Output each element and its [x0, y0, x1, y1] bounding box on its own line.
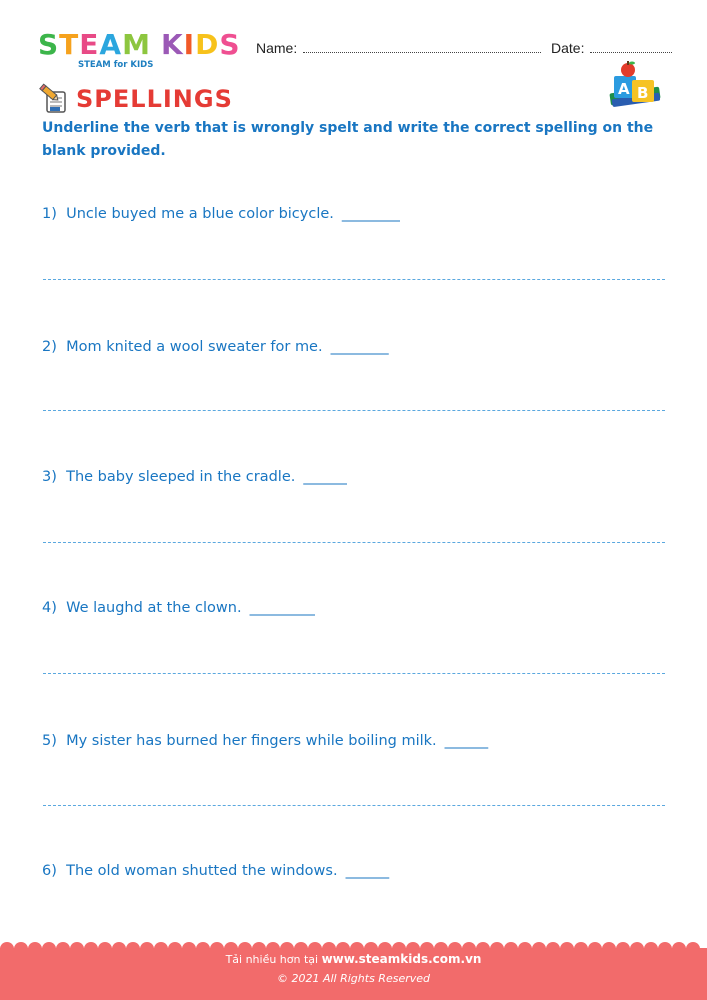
question-5 — [42, 733, 488, 749]
date-field — [551, 40, 672, 56]
answer-line[interactable] — [43, 410, 665, 411]
answer-blank[interactable]: ________ — [330, 339, 389, 355]
question-text: The baby sleeped in the cradle. — [66, 469, 296, 485]
name-label: Name: — [256, 40, 298, 56]
question-number: 5) — [42, 733, 57, 749]
name-line[interactable] — [303, 42, 541, 53]
logo-letter: T — [59, 28, 80, 61]
logo-letter: E — [79, 28, 100, 61]
answer-blank[interactable]: ______ — [303, 469, 347, 485]
abc-letter-b: B — [637, 84, 649, 102]
question-text: Mom knited a wool sweater for me. — [66, 339, 323, 355]
question-text: We laughd at the clown. — [66, 600, 242, 616]
answer-blank[interactable]: ________ — [341, 206, 400, 222]
date-line[interactable] — [590, 42, 672, 53]
question-number: 1) — [42, 206, 57, 222]
logo-letter: A — [99, 28, 123, 61]
instruction-text: Underline the verb that is wrongly spelt and write the correct spelling on the blank provided. — [42, 120, 654, 159]
question-6 — [42, 863, 389, 879]
answer-line[interactable] — [43, 279, 665, 280]
question-number: 6) — [42, 863, 57, 879]
logo-letter: M — [122, 28, 151, 61]
name-field — [256, 40, 541, 56]
footer-copyright: © 2021 All Rights Reserved — [276, 972, 430, 985]
answer-blank[interactable]: ______ — [345, 863, 390, 879]
abc-letter-a: A — [618, 80, 630, 98]
answer-line[interactable] — [43, 673, 665, 674]
question-number: 3) — [42, 469, 57, 485]
question-2 — [42, 339, 389, 355]
logo-letter: I — [183, 28, 196, 61]
question-text: Uncle buyed me a blue color bicycle. — [66, 206, 334, 222]
worksheet-title-row — [38, 82, 233, 116]
question-3 — [42, 469, 347, 485]
steam-kids-logo — [38, 28, 241, 74]
answer-line[interactable] — [43, 805, 665, 806]
question-1 — [42, 206, 400, 222]
abc-book-icon — [606, 60, 664, 112]
question-4 — [42, 600, 315, 616]
logo-letter: D — [195, 28, 220, 61]
logo-letter: S — [38, 28, 60, 61]
footer-site-link[interactable]: www.steamkids.com.vn — [321, 952, 482, 966]
worksheet-title: SPELLINGS — [76, 85, 233, 113]
logo-letter: S — [219, 28, 241, 61]
answer-blank[interactable]: ______ — [444, 733, 489, 749]
question-number: 4) — [42, 600, 57, 616]
question-number: 2) — [42, 339, 57, 355]
pencil-paper-icon — [38, 83, 70, 115]
logo-letter: K — [160, 28, 184, 61]
answer-blank[interactable]: _________ — [249, 600, 315, 616]
logo-wordmark — [38, 28, 241, 61]
footer-download-line — [0, 952, 707, 966]
question-text: My sister has burned her fingers while boiling milk. — [66, 733, 437, 749]
answer-line[interactable] — [43, 542, 665, 543]
date-label: Date: — [551, 40, 585, 56]
footer-prefix: Tải nhiều hơn tại — [225, 953, 322, 966]
question-text: The old woman shutted the windows. — [66, 863, 338, 879]
logo-tagline: STEAM for KIDS — [78, 60, 154, 70]
